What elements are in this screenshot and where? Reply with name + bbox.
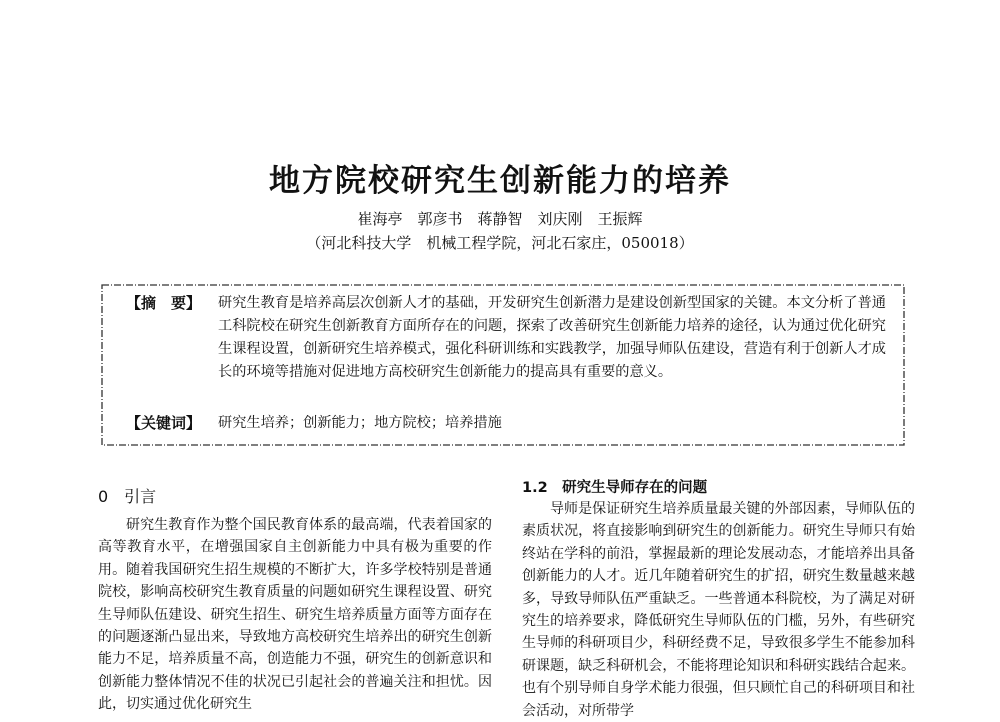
keywords-text: 研究生培养；创新能力；地方院校；培养措施: [218, 415, 502, 431]
abstract-label: 【摘 要】: [126, 294, 202, 312]
body-column-left: 研究生教育作为整个国民教育体系的最高端，代表着国家的高等教育水平，在增强国家自主创新能力中具有极为重要的作用。随着我国研究生招生规模的不断扩大，许多学校特别是普通院校，影响高校研究生教育质量的问题如研究生课程设置、研究生导师队伍建设、研究生招生、研究生培养质量方面等方面存在的问题逐渐凸显出来，导致地方高校研究生培养出的研究生创新能力不足，培养质量不高，创造能力不强，研究生的创新意识和创新能力整体情况不佳的状况已引起社会的普遍关注和担忧。因此，切实通过优化研究生: [98, 517, 492, 713]
keywords-label: 【关键词】: [126, 414, 202, 432]
author-list: 崔海亭 郭彦书 蒋静智 刘庆刚 王振辉: [357, 210, 643, 228]
abstract-text: 研究生教育是培养高层次创新人才的基础，开发研究生创新潜力是建设创新型国家的关键。本文分析了普通工科院校在研究生创新教育方面所存在的问题，探索了改善研究生创新能力培养的途径，认为通过优化研究生课程设置，创新研究生培养模式，强化科研训练和实践教学，加强导师队伍建设，营造有利于创新人才成长的环境等措施对促进地方高校研究生创新能力的提高具有重要的意义。: [218, 295, 886, 380]
paper-title: 地方院校研究生创新能力的培养: [269, 163, 731, 199]
section-heading-introduction: 0 引言: [98, 487, 157, 506]
body-column-right: 导师是保证研究生培养质量最关键的外部因素，导师队伍的素质状况，将直接影响到研究生的创新能力。研究生导师只有始终站在学科的前沿，掌握最新的理论发展动态，才能培养出具备创新能力的人才。近几年随着研究生的扩招，研究生数量越来越多，导致导师队伍严重缺乏。一些普通本科院校，为了满足对研究生的培养要求，降低研究生导师队伍的门槛，另外，有些研究生导师的科研项目少，科研经费不足，导致很多学生不能参加科研课题，缺乏科研机会，不能将理论知识和科研实践结合起来。也有个别导师自身学术能力很强，但只顾忙自己的科研项目和社会活动，对所带学: [522, 501, 915, 719]
section-heading-advisor-issues: 1.2 研究生导师存在的问题: [522, 480, 708, 496]
affiliation: （河北科技大学 机械工程学院，河北石家庄，050018）: [306, 234, 694, 252]
